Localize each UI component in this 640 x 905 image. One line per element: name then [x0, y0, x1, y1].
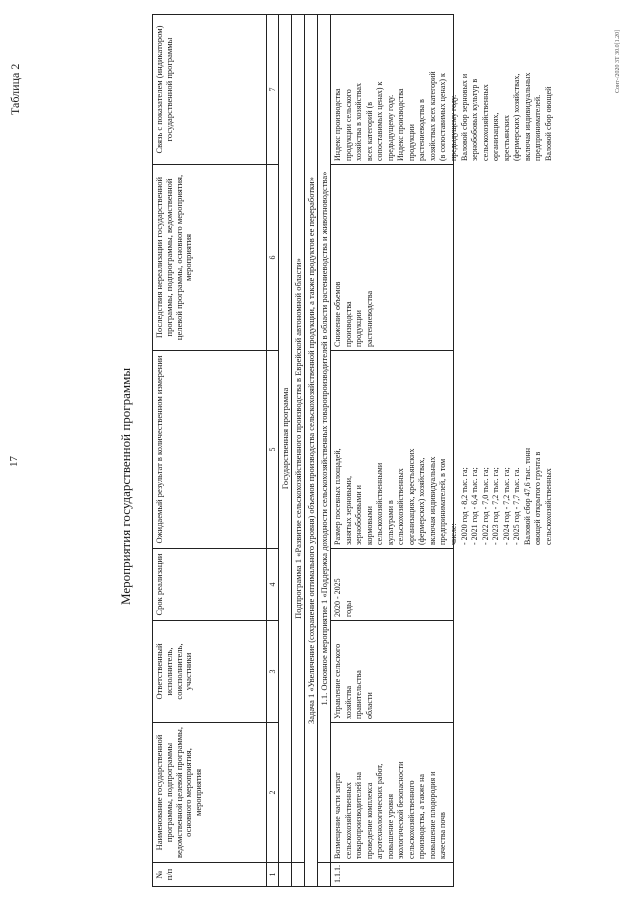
text-line: Управление сельского — [333, 643, 342, 719]
indicator-cell — [331, 15, 553, 165]
text-line: Индекс производства — [333, 88, 342, 161]
column-number: 2 — [267, 723, 279, 863]
executor-cell — [331, 621, 454, 723]
row-number: 1.1.1. — [331, 863, 454, 887]
text-line: продукции — [406, 124, 416, 161]
column-number: 4 — [267, 549, 279, 621]
program-title: Государственная программа — [279, 15, 292, 863]
text-line: овощей открытого грунта в — [533, 451, 543, 545]
column-number: 6 — [267, 165, 279, 351]
text-line: сельскохозяйственных — [343, 782, 353, 859]
header-indicator: Связь с показателем (индикатором) государственной программы — [153, 15, 267, 165]
text-line: включая индивидуальных — [522, 72, 532, 161]
consequence-text — [333, 168, 451, 347]
column-number: 7 — [267, 15, 279, 165]
text-line: занятых зерновыми, — [343, 475, 353, 545]
result-text — [333, 354, 553, 545]
text-line: правительства — [354, 670, 364, 719]
text-line: сельскохозяйственного — [406, 780, 416, 859]
subprogram-row — [292, 15, 305, 887]
text-line: продукции сельского — [343, 89, 353, 161]
text-line: производства — [343, 301, 353, 347]
text-line: предыдущему году. — [449, 94, 459, 161]
header-executor: Ответственный исполнитель, соисполнитель, участники — [153, 621, 267, 723]
text-line: сельскохозяйственных — [480, 84, 490, 161]
text-line: области — [364, 692, 374, 719]
text-line: (фермерских) хозяйствах, — [417, 457, 427, 545]
page-title: Мероприятия государственной программы — [118, 367, 133, 605]
text-line: проведение комплекса — [364, 782, 374, 859]
table-row — [331, 15, 454, 887]
column-number-row — [267, 15, 279, 887]
text-line: организациях, крестьянских — [406, 448, 416, 545]
main-event-row — [318, 15, 331, 887]
result-cell — [331, 351, 553, 549]
text-line: сельскохозяйственных — [396, 468, 406, 545]
text-line: Валовой сбор 47,6 тыс. тонн — [522, 447, 532, 545]
text-line: годы — [343, 600, 353, 617]
text-line: хозяйства в хозяйствах — [354, 83, 364, 161]
text-line: хозяйства — [343, 685, 353, 719]
header-row — [153, 15, 267, 887]
period-text — [333, 552, 451, 617]
period-cell — [331, 549, 454, 621]
text-line: агротехнологических работ, — [375, 763, 385, 859]
text-line: 2020 - 2025 — [333, 578, 342, 617]
subprogram-title: Подпрограмма 1 «Развитие сельскохозяйственного производства в Еврейской автономной области» — [292, 15, 305, 863]
event-name-text — [333, 726, 451, 859]
indicator-text — [333, 18, 553, 161]
events-table — [152, 14, 553, 887]
table-label: Таблица 2 — [8, 63, 22, 115]
text-line: Возмещение части затрат — [333, 772, 342, 859]
text-line: Индекс производства — [396, 88, 406, 161]
text-line: зернобобовыми и — [354, 485, 364, 545]
text-line: повышение уровня — [385, 794, 395, 859]
text-line: хозяйствах всех категорий — [427, 71, 437, 161]
text-line: - 2022 год - 7,0 тыс. га; — [480, 467, 490, 545]
text-line: экологической безопасности — [396, 761, 406, 859]
text-line: продукции — [354, 310, 364, 347]
text-line: повышение плодородия и — [427, 771, 437, 859]
main-event-title: 1.1. Основное мероприятие 1 «Поддержка доходности сельскохозяйственных товаропроизводителей в области растениеводства и животноводства» — [318, 15, 331, 863]
text-line: включая индивидуальных — [427, 456, 437, 545]
header-result: Ожидаемый результат в количественном измерении — [153, 351, 267, 549]
task-title: Задача 1 «Увеличение (сохранение оптимального уровня) объемов производства сельскохозяйственной продукции, а также продуктов ее переработки» — [305, 15, 318, 887]
text-line: растениеводства в — [417, 99, 427, 161]
text-line: товаропроизводителей на — [354, 772, 364, 859]
text-line: Валовой сбор овощей — [543, 86, 553, 161]
text-line: - 2023 год - 7,2 тыс. га; — [491, 467, 501, 545]
header-num: № п/п — [153, 863, 267, 887]
text-line: производства, а также на — [417, 774, 427, 859]
text-line: Валовой сбор зерновых и — [459, 73, 469, 161]
consequence-cell — [331, 165, 454, 351]
text-line: организациях, — [491, 112, 501, 161]
text-line: предыдущему году. — [385, 94, 395, 161]
column-number: 5 — [267, 351, 279, 549]
header-name: Наименование государственной программы, подпрограммы ведомственной целевой программы, основного мероприятия, мероприятия — [153, 723, 267, 863]
text-line: (фермерских) хозяйствах, — [512, 73, 522, 161]
text-line: сопоставимых ценах) к — [375, 81, 385, 161]
task-row — [305, 15, 318, 887]
text-line: Размер посевных площадей, — [333, 448, 342, 545]
text-line: числе: — [449, 523, 459, 545]
header-consequence: Последствия нереализации государственной программы, подпрограммы, ведомственной целевой программы, основного мероприятия, мероприятия — [153, 165, 267, 351]
header-period: Срок реализации — [153, 549, 267, 621]
text-line: предпринимателей. — [533, 94, 543, 161]
column-number: 1 — [267, 863, 279, 887]
text-line: сельскохозяйственными — [375, 462, 385, 545]
event-name-cell — [331, 723, 454, 863]
text-line: кормовыми — [364, 506, 374, 545]
text-line: крестьянских — [501, 114, 511, 161]
program-row — [279, 15, 292, 887]
text-line: качества почв — [438, 812, 448, 859]
text-line: всех категорий (в — [364, 101, 374, 161]
text-line: предпринимателей, в том — [438, 458, 448, 545]
text-line: Снижение объемов — [333, 281, 342, 347]
column-number: 3 — [267, 621, 279, 723]
text-line: (в сопоставимых ценах) к — [438, 73, 448, 161]
text-line: зернобобовых культур в — [470, 78, 480, 161]
text-line: сельскохозяйственных — [543, 468, 553, 545]
executor-text — [333, 624, 451, 719]
text-line: культурами в — [385, 500, 395, 545]
page-number: 17 — [8, 456, 20, 467]
text-line: - 2020 год - 8,2 тыс. га; — [459, 467, 469, 545]
text-line: растениеводства — [364, 290, 374, 347]
text-line: - 2025 год - 7,7 тыс. га. — [512, 467, 522, 545]
text-line: - 2024 год - 7,2 тыс. га; — [501, 467, 511, 545]
text-line: - 2021 год - 6,4 тыс. га; — [470, 467, 480, 545]
footer-code: Сонт-/2020 3Т 30.0[1.20] — [615, 29, 621, 93]
